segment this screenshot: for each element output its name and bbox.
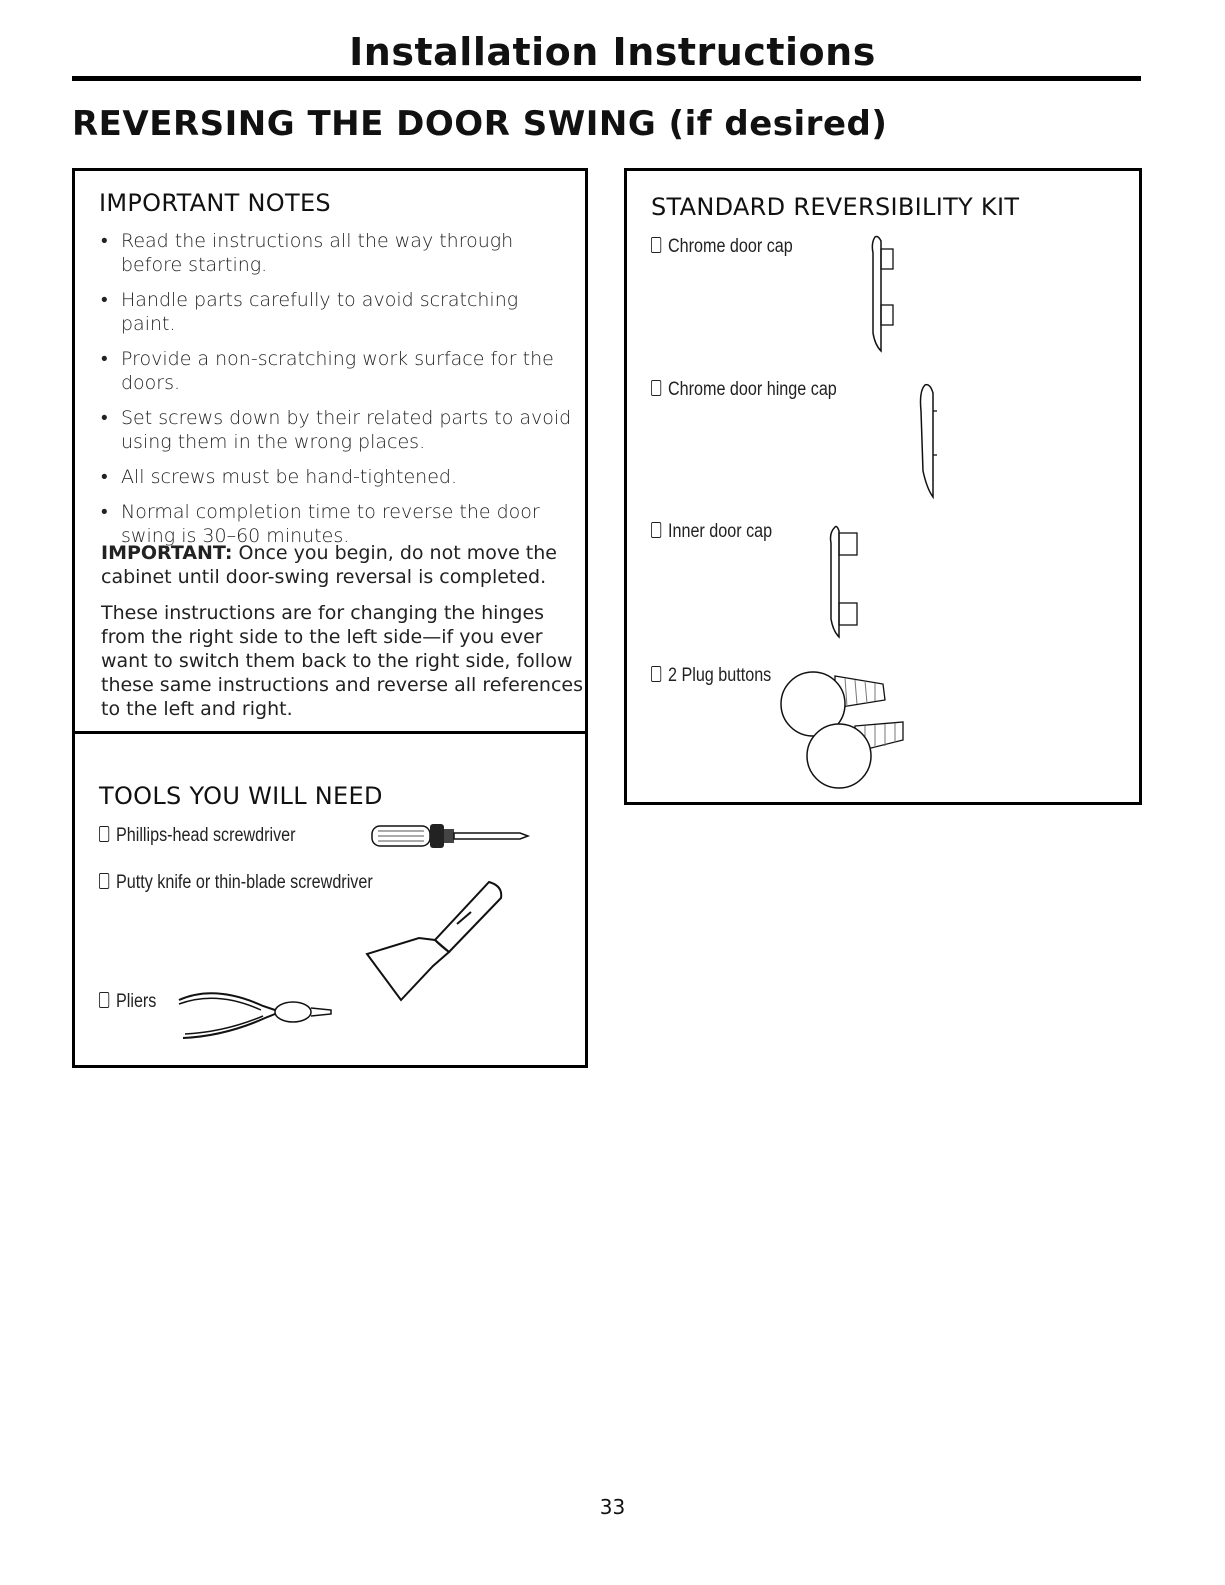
page-header-title: Installation Instructions: [349, 30, 876, 74]
kit-title: STANDARD REVERSIBILITY KIT: [651, 193, 1020, 221]
checkbox-icon: [651, 380, 661, 396]
kit-box: [624, 168, 1142, 805]
chrome-door-cap-icon: [869, 233, 903, 353]
note-item: • Set screws down by their related parts to avoid using them in the wrong places.: [97, 406, 577, 454]
pliers-icon: [175, 986, 335, 1046]
important-notes-box: [72, 168, 588, 734]
inner-door-cap-icon: [827, 523, 867, 643]
checkbox-icon: [651, 666, 661, 682]
header-rule: [72, 76, 1141, 81]
tools-title: TOOLS YOU WILL NEED: [99, 782, 383, 810]
note-item: • All screws must be hand-tightened.: [97, 465, 577, 489]
checkbox-icon: [99, 826, 109, 842]
screwdriver-icon: [370, 821, 530, 851]
checkbox-icon: [99, 992, 109, 1008]
important-paragraph: [101, 541, 591, 589]
plug-buttons-icon: [775, 646, 925, 796]
kit-item-chrome-door-cap: Chrome door cap: [651, 236, 793, 258]
kit-item-inner-door-cap: Inner door cap: [651, 521, 772, 543]
tool-item-screwdriver: Phillips-head screwdriver: [99, 825, 296, 847]
tool-item-pliers: Pliers: [99, 991, 156, 1013]
tool-item-putty-knife: Putty knife or thin-blade screwdriver: [99, 872, 373, 894]
important-notes-title: IMPORTANT NOTES: [99, 189, 331, 217]
tools-box: [72, 731, 588, 1068]
instructions-paragraph: These instructions are for changing the hinges from the right side to the left side—if you ever want to switch them back to the right side, follow these same instructions and reverse all references to the left and right.: [101, 602, 583, 720]
kit-item-chrome-door-hinge-cap: Chrome door hinge cap: [651, 379, 837, 401]
checkbox-icon: [651, 237, 661, 253]
section-title: REVERSING THE DOOR SWING (if desired): [72, 104, 888, 144]
note-item: • Read the instructions all the way through before starting.: [97, 229, 577, 277]
important-label: IMPORTANT:: [101, 542, 233, 564]
page-number: 33: [599, 1495, 626, 1519]
kit-item-plug-buttons: 2 Plug buttons: [651, 665, 771, 687]
putty-knife-icon: [361, 874, 511, 1004]
important-notes-list: [97, 229, 577, 559]
important-text: Once you begin, do not move the cabinet until door-swing reversal is completed.: [101, 542, 557, 588]
note-item: • Normal completion time to reverse the door swing is 30–60 minutes.: [97, 500, 577, 548]
checkbox-icon: [99, 873, 109, 889]
note-item: • Provide a non-scratching work surface for the doors.: [97, 347, 577, 395]
chrome-door-hinge-cap-icon: [917, 381, 947, 501]
note-item: • Handle parts carefully to avoid scratching paint.: [97, 288, 577, 336]
checkbox-icon: [651, 522, 661, 538]
